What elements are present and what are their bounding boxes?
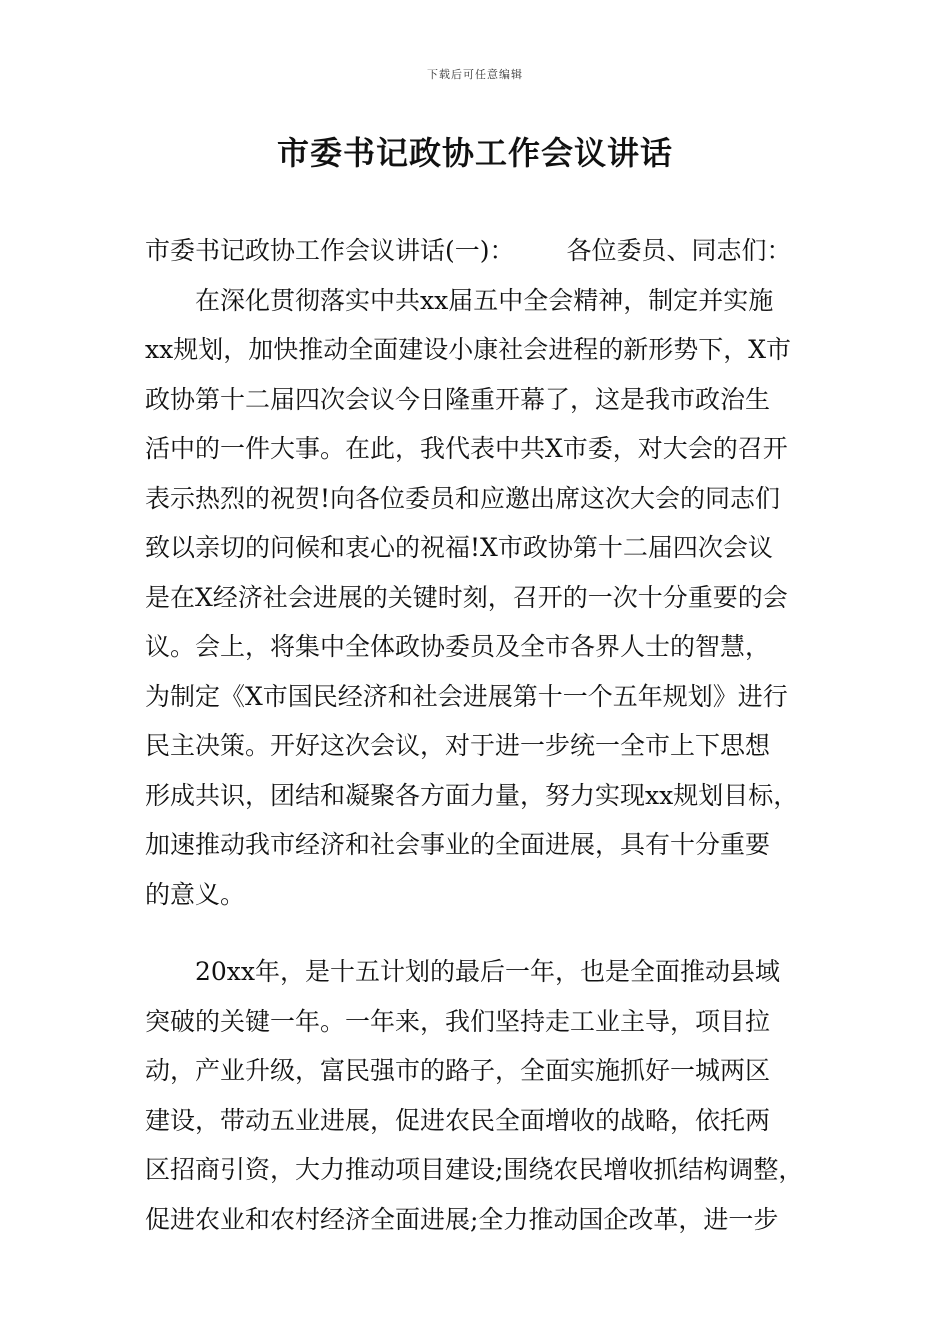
paragraph-line: 政协第十二届四次会议今日隆重开幕了，这是我市政治生 xyxy=(145,384,771,414)
paragraph-line: 为制定《X市国民经济和社会进展第十一个五年规划》进行 xyxy=(145,681,788,711)
document-body xyxy=(145,226,835,1244)
paragraph-line: 是在X经济社会进展的关键时刻，召开的一次十分重要的会 xyxy=(145,582,788,612)
paragraph-1 xyxy=(145,276,835,920)
header-note: 下载后可任意编辑 xyxy=(427,68,523,81)
paragraph-line: 建设，带动五业进展，促进农民全面增收的战略，依托两 xyxy=(145,1105,771,1135)
paragraph-line: 突破的关键一年。一年来，我们坚持走工业主导，项目拉 xyxy=(145,1006,771,1036)
paragraph-line: 形成共识，团结和凝聚各方面力量，努力实现xx规划目标， xyxy=(145,780,799,810)
paragraph-line: xx规划，加快推动全面建设小康社会进程的新形势下，X市 xyxy=(145,335,791,364)
paragraph-line: 活中的一件大事。在此，我代表中共X市委，对大会的召开 xyxy=(145,434,788,463)
document-title: 市委书记政协工作会议讲话 xyxy=(276,134,673,172)
paragraph-line: 动，产业升级，富民强市的路子，全面实施抓好一城两区 xyxy=(145,1056,771,1085)
paragraph-line: 致以亲切的问候和衷心的祝福!X市政协第十二届四次会议 xyxy=(145,533,773,562)
paragraph-line: 表示热烈的祝贺!向各位委员和应邀出席这次大会的同志们 xyxy=(145,483,781,513)
paragraph-line: 议。会上，将集中全体政协委员及全市各界人士的智慧， xyxy=(145,632,771,661)
paragraph-line: 民主决策。开好这次会议，对于进一步统一全市上下思想 xyxy=(145,731,771,760)
intro-heading: 市委书记政协工作会议讲话(一)： xyxy=(145,236,515,265)
paragraph-line: 的意义。 xyxy=(145,879,246,909)
paragraph-line: 区招商引资，大力推动项目建设;围绕农民增收抓结构调整， xyxy=(145,1155,804,1184)
paragraph-line: 20xx年，是十五计划的最后一年，也是全面推动县域 xyxy=(195,957,781,986)
paragraph-line: 在深化贯彻落实中共xx届五中全会精神，制定并实施 xyxy=(195,285,774,315)
paragraph-line: 加速推动我市经济和社会事业的全面进展，具有十分重要 xyxy=(145,830,771,859)
salutation: 各位委员、同志们： xyxy=(566,236,792,265)
paragraph-line: 促进农业和农村经济全面进展;全力推动国企改革，进一步 xyxy=(145,1204,779,1234)
intro-line xyxy=(145,226,835,276)
paragraph-2 xyxy=(145,947,835,1244)
